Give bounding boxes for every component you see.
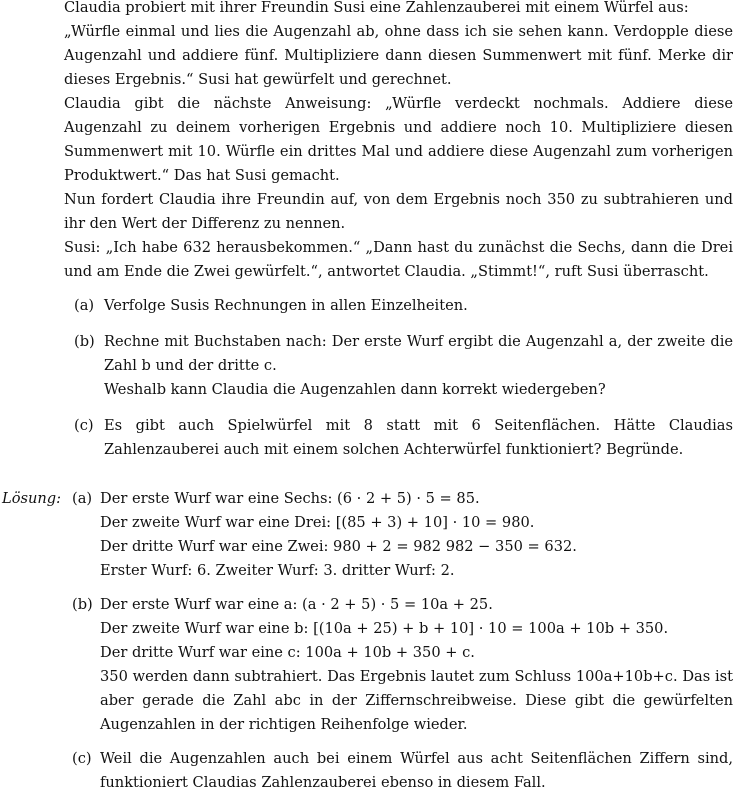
task-text: Es gibt auch Spielwürfel mit 8 statt mit 6 Seitenflächen. Hätte Claudias Zahlenzauberei auch mit einem solchen Achterwürfel funktioniert? Begründe. [104, 417, 733, 458]
task-label: (a) [74, 297, 95, 314]
intro-text [64, 0, 733, 284]
solution-line: Der zweite Wurf war eine Drei: [(85 + 3) + 10] · 10 = 980. [100, 514, 535, 531]
solution-line: Der erste Wurf war eine Sechs: (6 · 2 + 5) · 5 = 85. [100, 490, 480, 507]
solution-line: Erster Wurf: 6. Zweiter Wurf: 3. dritter Wurf: 2. [100, 562, 455, 579]
task-text: Weshalb kann Claudia die Augenzahlen dann korrekt wiedergeben? [104, 381, 606, 398]
task-text: Verfolge Susis Rechnungen in allen Einzelheiten. [104, 297, 468, 314]
solution-line: Der zweite Wurf war eine b: [(10a + 25) + b + 10] · 10 = 100a + 10b + 350. [100, 620, 669, 637]
task-b [64, 330, 733, 402]
intro-paragraph: Claudia gibt die nächste Anweisung: „Würfle verdeckt nochmals. Addiere diese Augenzahl zu deinem vorherigen Ergebnis und addiere noch 10. Multipliziere diesen Summenwert mit 10. Würfle ein drittes Mal und addiere diese Augenzahl zum vorherigen Produktwert.“ Das hat Susi gemacht. [64, 95, 733, 184]
solution-b [64, 593, 733, 737]
solution-item-label: (b) [72, 596, 93, 613]
intro-paragraph: Susi: „Ich habe 632 herausbekommen.“ „Dann hast du zunächst die Sechs, dann die Drei und am Ende die Zwei gewürfelt.“, antwortet Claudia. „Stimmt!“, ruft Susi überrascht. [64, 239, 733, 280]
solution-c [64, 747, 733, 795]
solution-line: 350 werden dann subtrahiert. Das Ergebnis lautet zum Schluss 100a+10b+c. Das ist aber gerade die Zahl abc in der Ziffernschreibweise. Diese gibt die gewürfelten Augenzahlen in der richtigen Reihenfolge wieder. [100, 668, 733, 733]
solution-line: Der dritte Wurf war eine c: 100a + 10b + 350 + c. [100, 644, 475, 661]
task-a [64, 294, 733, 318]
solution-line: Weil die Augenzahlen auch bei einem Würfel aus acht Seitenflächen Ziffern sind, funktioniert Claudias Zahlenzauberei ebenso in diesem Fall. [100, 750, 733, 791]
solution-list [64, 487, 733, 805]
intro-paragraph: „Würfle einmal und lies die Augenzahl ab, ohne dass ich sie sehen kann. Verdopple diese Augenzahl und addiere fünf. Multipliziere dann diesen Summenwert mit fünf. Merke dir dieses Ergebnis.“ Susi hat gewürfelt und gerechnet. [64, 23, 733, 88]
intro-paragraph: Nun fordert Claudia ihre Freundin auf, von dem Ergebnis noch 350 zu subtrahieren und ihr den Wert der Differenz zu nennen. [64, 191, 733, 232]
solution-line: Der dritte Wurf war eine Zwei: 980 + 2 = 982 982 − 350 = 632. [100, 538, 577, 555]
solution-line: Der erste Wurf war eine a: (a · 2 + 5) · 5 = 10a + 25. [100, 596, 493, 613]
task-label: (b) [74, 333, 95, 350]
task-c [64, 414, 733, 462]
task-label: (c) [74, 417, 94, 434]
solution-a [64, 487, 733, 583]
task-text: Rechne mit Buchstaben nach: Der erste Wurf ergibt die Augenzahl a, der zweite die Zahl b und der dritte c. [104, 333, 733, 374]
solution-label: Lösung: [2, 490, 62, 507]
task-list [64, 294, 733, 474]
solution-item-label: (a) [72, 490, 93, 507]
solution-item-label: (c) [72, 750, 92, 767]
intro-paragraph: Claudia probiert mit ihrer Freundin Susi eine Zahlenzauberei mit einem Würfel aus: [64, 0, 689, 16]
